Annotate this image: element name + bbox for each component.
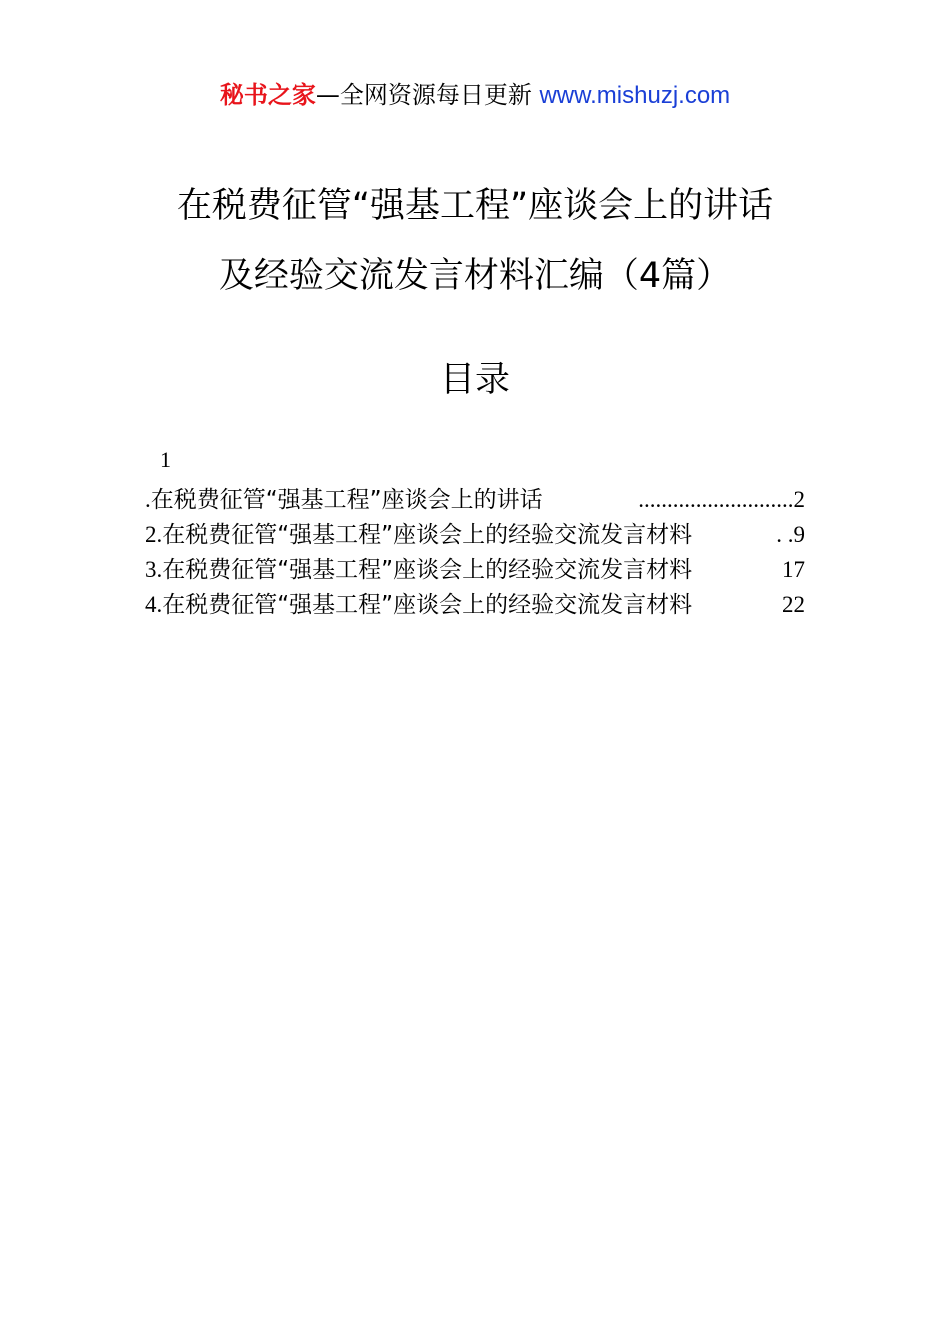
brand-name: 秘书之家 — [219, 81, 316, 109]
toc-heading: 目录 — [439, 360, 510, 400]
toc-entry-4[interactable] — [145, 586, 805, 619]
toc-entry-prefix: 3. — [145, 557, 163, 582]
toc-entry-page: 2 — [793, 487, 805, 512]
document-title-line-1: 在税费征管“强基工程”座谈会上的讲话 — [176, 186, 774, 226]
toc-entry-page: 9 — [793, 522, 805, 547]
toc-entry-prefix: . — [145, 487, 151, 512]
toc-entry-text: 在税费征管“强基工程”座谈会上的经验交流发言材料 — [162, 592, 693, 618]
toc-entry-page: 22 — [782, 592, 805, 617]
toc-entry-text: 在税费征管“强基工程”座谈会上的讲话 — [150, 487, 543, 513]
toc-entry-text: 在税费征管“强基工程”座谈会上的经验交流发言材料 — [162, 522, 693, 548]
banner-tagline: —全网资源每日更新 — [315, 81, 540, 109]
toc-entry-text: 在税费征管“强基工程”座谈会上的经验交流发言材料 — [162, 557, 693, 583]
toc-entry-page: 17 — [782, 557, 805, 582]
document-title-line-2: 及经验交流发言材料汇编（4篇） — [218, 256, 732, 296]
toc-entry-leader: ........................... — [638, 487, 794, 512]
toc-entry-prefix: 4. — [145, 592, 163, 617]
site-banner — [0, 78, 950, 113]
toc-entry-prefix: 2. — [145, 522, 163, 547]
site-url-link[interactable]: www.mishuzj.com — [539, 82, 731, 109]
toc-entry-2[interactable] — [145, 516, 805, 549]
toc-entry-leader: . . — [776, 522, 794, 547]
toc-entry-1[interactable] — [145, 481, 805, 514]
toc-entry-3[interactable] — [145, 551, 805, 584]
toc-stray-number: 1 — [160, 447, 171, 472]
